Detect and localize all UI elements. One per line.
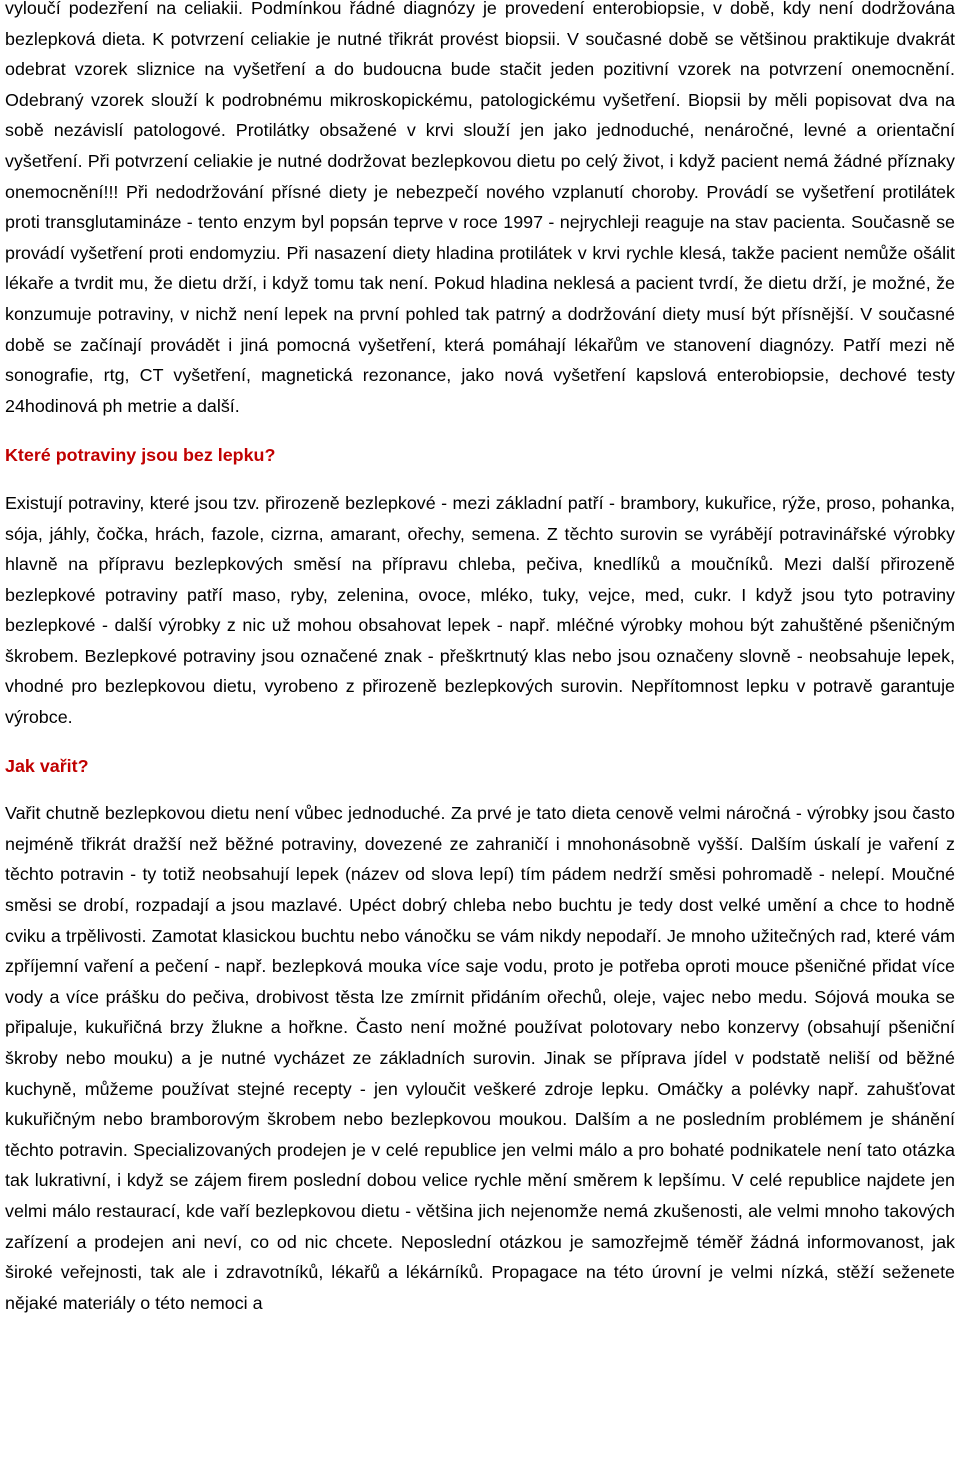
paragraph-diagnosis: vyloučí podezření na celiakii. Podmínkou řádné diagnózy je provedení enterobiopsie, v době, kdy není dodržována bezlepková dieta. K potvrzení celiakie je nutné třikrát provést biopsii. V současné době se většinou praktikuje dvakrát odebrat vzorek sliznice na vyšetření a do budoucna bude stačit jeden pozitivní vzorek na potvrzení onemocnění. Odebraný vzorek slouží k podrobnému mikroskopickému, patologickému vyšetření. Biopsii by měli popisovat dva na sobě nezávislí patologové. Protilátky obsažené v krvi slouží jen jako jednoduché, nenáročné, levné a orientační vyšetření. Při potvrzení celiakie je nutné dodržovat bezlepkovou dietu po celý život, i když pacient nemá žádné příznaky onemocnění!!! Při nedodržování přísné diety je nebezpečí nového vzplanutí choroby. Provádí se vyšetření protilátek proti transglutamináze - tento enzym byl popsán teprve v roce 1997 - nejrychleji reaguje na stav pacienta. Současně se provádí vyšetření proti endomyziu. Při nasazení diety hladina protilátek v krvi rychle klesá, takže pacient nemůže ošálit lékaře a tvrdit mu, že dietu drží, i když tomu tak není. Pokud hladina neklesá a pacient tvrdí, že dietu drží, je možné, že konzumuje potraviny, v nichž není lepek na první pohled tak patrný a dodržování diety musí být přísnější. V současné době se začínají provádět i jiná pomocná vyšetření, která pomáhají lékařům ve stanovení diagnózy. Patří mezi ně sonografie, rtg, CT vyšetření, magnetická rezonance, jako nová vyšetření kapslová enterobiopsie, dechové testy 24hodinová ph metrie a další.: [5, 0, 955, 416]
paragraph-how-to-cook: Vařit chutně bezlepkovou dietu není vůbec jednoduché. Za prvé je tato dieta cenově velmi náročná - výrobky jsou často nejméně třikrát dražší než běžné potraviny, dovezené ze zahraničí i mnohonásobně vyšší. Dalším úskalí je vaření z těchto potravin - ty totiž neobsahují lepek (název od slova lepí) tím pádem nedrží směsi pohromadě - nelepí. Moučné směsi se drobí, rozpadají a jsou mazlavé. Upéct dobrý chleba nebo buchtu je tedy dost velké umění a chce to hodně cviku a trpělivosti. Zamotat klasickou buchtu nebo vánočku se vám nikdy nepodaří. Je mnoho užitečných rad, které vám zpříjemní vaření a pečení - např. bezlepková mouka více saje vodu, proto je potřeba oproti mouce pšeničné přidat více vody a více prášku do pečiva, drobivost těsta lze zmírnit přidáním ořechů, oleje, vajec nebo medu. Sójová mouka se připaluje, kukuřičná brzy žlukne a hořkne. Často není možné používat polotovary nebo konzervy (obsahují pšeniční škroby nebo mouku) a je nutné vycházet ze základních surovin. Jinak se příprava jídel v podstatě neliší od běžné kuchyně, můžeme používat stejné recepty - jen vyloučit veškeré zdroje lepku. Omáčky a polévky např. zahušťovat kukuřičným nebo bramborovým škrobem nebo bezlepkovou moukou. Dalším a ne posledním problémem je shánění těchto potravin. Specializovaných prodejen je v celé republice jen velmi málo a pro bohaté podnikatele není tato otázka tak lukrativní, i když se zájem firem poslední dobou velice rychle mění směrem k lepšímu. V celé republice najdete jen velmi málo restaurací, kde vaří bezlepkovou dietu - většina jich nejenomže nemá zkušenosti, ale velmi mnoho takových zařízení a prodejen ani neví, co od nic chcete. Neposlední otázkou je samozřejmě téměř žádná informovanost, jak široké veřejnosti, tak ale i zdravotníků, lékařů a lékárníků. Propagace na této úrovní je velmi nízká, stěží seženete nějaké materiály o této nemoci a: [5, 803, 955, 1313]
heading-how-to-cook: Jak vařit?: [5, 755, 89, 776]
paragraph-gluten-free-foods: Existují potraviny, které jsou tzv. přirozeně bezlepkové - mezi základní patří - brambory, kukuřice, rýže, proso, pohanka, sója, jáhly, čočka, hrách, fazole, cizrna, amarant, ořechy, semena. Z těchto surovin se vyrábějí potravinářské výrobky hlavně na přípravu bezlepkových směsí na přípravu chleba, pečiva, knedlíků a moučníků. Mezi další přirozeně bezlepkové potraviny patří maso, ryby, zelenina, ovoce, mléko, tuky, vejce, med, cukr. I když jsou tyto potraviny bezlepkové - další výrobky z nic už mohou obsahovat lepek - např. mléčné výrobky mohou být zahuštěné pšeničným škrobem. Bezlepkové potraviny jsou označené znak - přeškrtnutý klas nebo jsou označeny slovně - neobsahuje lepek, vhodné pro bezlepkovou dietu, vyrobeno z přirozeně bezlepkových surovin. Nepřítomnost lepku v potravě garantuje výrobce.: [5, 492, 955, 728]
heading-gluten-free-foods: Které potraviny jsou bez lepku?: [5, 445, 276, 466]
